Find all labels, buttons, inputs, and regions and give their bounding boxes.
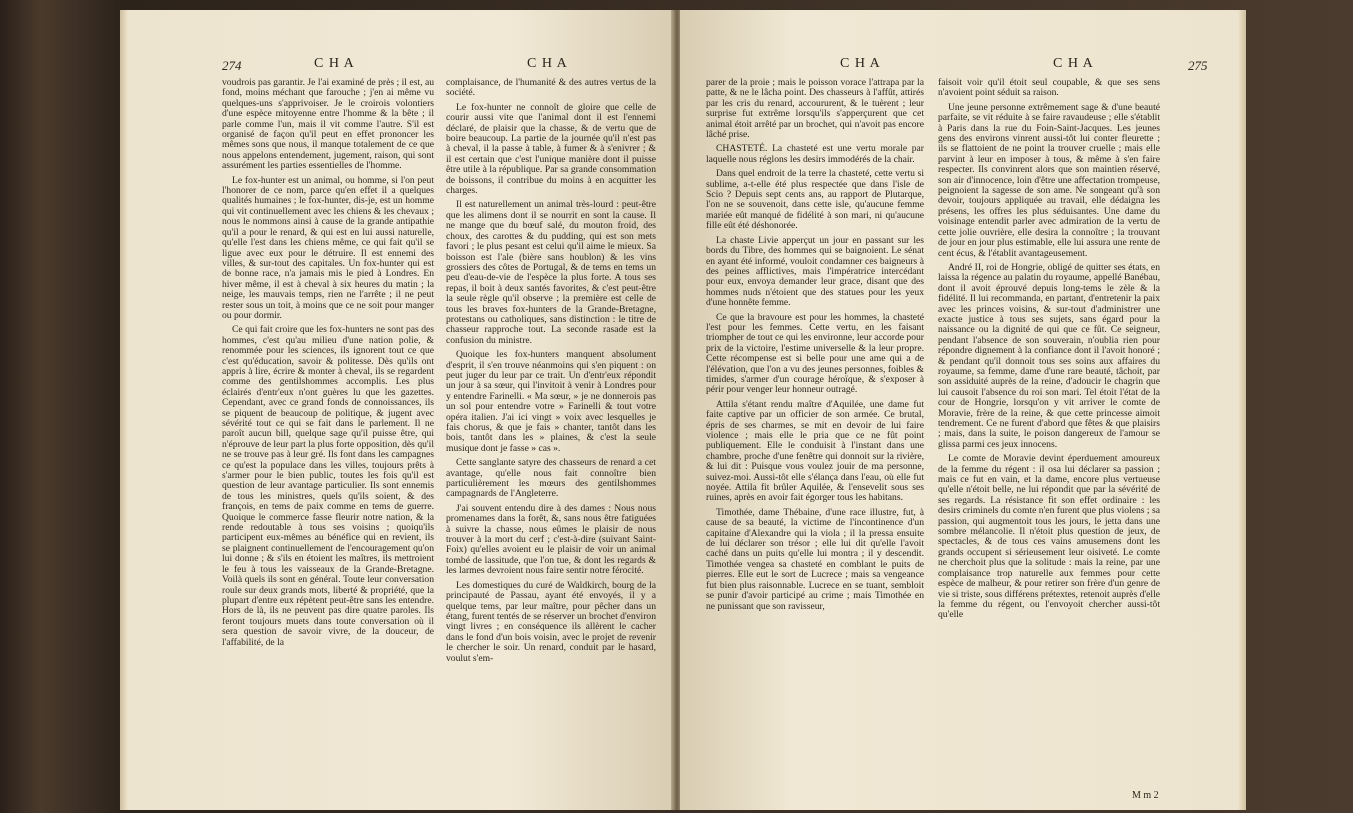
signature-mark: M m 2	[1132, 790, 1159, 801]
paragraph: La chaste Livie apperçut un jour en passant sur les bords du Tibre, des hommes qui se baignoient. Le sénat en ayant été informé, vouloit condamner ces baigneurs à des peines afflictives, mais l'impératrice intercédant pour eux, envoya demander leur grace, disant que des hommes nuds n'étoient que des statues pour les yeux d'une honnête femme.	[706, 234, 924, 309]
paragraph: Ce que la bravoure est pour les hommes, la chasteté l'est pour les femmes. Cette vertu, en les faisant triompher de tout ce qui les environne, leur accorde pour prix de la victoire, l'estime universelle & la leur propre. Cette récompense est si belle pour une ame qui a de l'élévation, que l'on a vu des jeunes personnes, foibles & timides, s'armer d'un courage héroïque, & s'exposer à périr pour venger leur honneur outragé.	[706, 311, 924, 396]
right-column-1	[706, 78, 924, 616]
left-page-edge	[120, 10, 128, 810]
paragraph: Attila s'étant rendu maître d'Aquilée, une dame fut faite captive par un officier de son armée. Ce brutal, épris de ses charmes, se mit en devoir de lui faire violence ; mais elle le pria que ce ne fût point publiquement. Elle le conduisit à l'instant dans une chambre, proche d'une fenêtre qui donnoit sur la rivière, & lui dit : Puisque vous voulez jouir de ma personne, suivez-moi. Aussi-tôt elle s'élança dans l'eau, où elle fut noyée. Attila fit brûler Aquilée, & l'ensevelit sous ses ruines, après en avoir fait égorger tous les habitans.	[706, 398, 924, 504]
paragraph: Timothée, dame Thébaine, d'une race illustre, fut, à cause de sa beauté, la victime de l'incontinence d'un capitaine d'Alexandre qui la viola ; il la pressa ensuite de lui déclarer son trésor ; elle lui dit qu'elle l'avoit caché dans un puits qu'elle lui montra ; il y descendit. Timothée vengea sa chasteté en comblant le puits de pierres. Elle eut le sort de Lucrece ; mais sa vengeance fut bien plus raisonnable. Lucrece en se tuant, sembloit se punir d'avoir participé au crime ; mais Timothée en ne punissant que son ravisseur,	[706, 506, 924, 612]
paragraph: Les domestiques du curé de Waldkirch, bourg de la principauté de Passau, ayant été envoyés, il y a quelque tems, par leur maître, pour pêcher dans un étang, furent tentés de se réserver un brochet d'environ vingt livres ; en conséquence ils allèrent le cacher dans le fond d'un bois voisin, avec le projet de revenir le chercher le soir. Un renard, conduit par le hasard, voulut s'em-	[446, 579, 656, 664]
paragraph: Le fox-hunter est un animal, ou homme, si l'on peut l'honorer de ce nom, parce qu'en effet il a quelques qualités humaines ; le fox-hunter, dis-je, est un homme qui vit continuellement avec les chiens & les chevaux ; nous le nommons ainsi à cause de la grande antipathie qu'il a pour le renard, & qui est en lui aussi naturelle, qu'elle l'est dans les chiens même, ce qui fait qu'il se ligue avec eux pour le détruire. Il est ennemi des villes, & sur-tout des capitales. Un fox-hunter qui est de bonne race, n'a jamais mis le pied à Londres. En hiver même, il est à cheval à six heures du matin ; la neige, les mauvais temps, rien ne l'arrête ; il ne peut rester sous un toit, à moins que ce ne soit pour manger ou pour dormir.	[222, 174, 434, 321]
right-page	[680, 10, 1240, 810]
paragraph: faisoit voir qu'il étoit seul coupable, & que ses sens n'avoient point séduit sa raison.	[938, 77, 1160, 99]
left-column-1	[222, 78, 434, 652]
paragraph: Dans quel endroit de la terre la chasteté, cette vertu si sublime, a-t-elle été plus respectée que dans l'isle de Scio ? Depuis sept cents ans, au rapport de Plutarque, l'on ne se souvenoit, dans cette isle, qu'aucune femme mariée eût manqué de fidélité à son mari, ni qu'aucune fille eût été déshonorée.	[706, 168, 924, 232]
left-header-1: C H A	[314, 56, 355, 71]
left-header-2: C H A	[527, 56, 568, 71]
right-column-2	[938, 78, 1160, 625]
left-page-number: 274	[222, 58, 242, 73]
paragraph: CHASTETÉ. La chasteté est une vertu morale par laquelle nous réglons les desirs immodérés de la chair.	[706, 143, 924, 165]
paragraph: voudrois pas garantir. Je l'ai examiné de près ; il est, au fond, moins méchant que farouche ; j'en ai même vu quelques-uns s'apprivoiser. Je le croirois volontiers d'une espèce mitoyenne entre l'homme & la bête ; il parle comme l'un, mais il vit comme l'autre. S'il est organisé de façon qu'il peut en effet prononcer les mêmes sons que nous, il manque totalement de ce que nous appelons entendement, jugement, raison, qui sont assurément les parties essentielles de l'homme.	[222, 77, 434, 172]
left-page	[128, 10, 673, 810]
paragraph: Le comte de Moravie devint éperduement amoureux de la femme du régent : il osa lui déclarer sa passion ; mais ce fut en vain, et la dame, encore plus vertueuse qu'elle n'étoit belle, ne lui répondit que par la sévérité de ses regards. La résistance fit son effet ordinaire : les desirs criminels du comte n'en furent que plus violens ; sa passion, qui augmentoit tous les jours, le jetta dans une sombre mélancolie. Il n'étoit plus question de jeux, de spectacles, & de tous ces vains amusemens dont les grands occupent si sérieusement leur oisiveté. Le comte ne cherchoit plus que la solitude : mais la reine, par une complaisance trop naturelle aux femmes pour cette espèce de malheur, & pour retirer son frère d'un genre de vie si triste, sous différens prétextes, retenoit auprès d'elle la femme du régent, ou l'envoyoit chercher aussi-tôt qu'elle	[938, 453, 1160, 621]
paragraph: complaisance, de l'humanité & des autres vertus de la société.	[446, 77, 656, 99]
paragraph: Une jeune personne extrêmement sage & d'une beauté parfaite, se vit réduite à se faire ravaudeuse ; elle s'établit à Paris dans la rue du Foin-Saint-Jacques. Les jeunes gens des environs vinrent aussi-tôt lui conter fleurette ; ils se flattoient de ne point la trouver cruelle ; mais elle parvint à leur en imposer à tous, & même à s'en faire respecter. Ils convinrent alors que son maintien réservé, son air d'innocence, loin d'être une affectation trompeuse, peignoient la sagesse de son ame. Ne songeant qu'à son devoir, toujours appliquée au travail, elle dédaigna les présens, les offres les plus séduisantes. Une dame du voisinage entendit parler avec admiration de la vertu de cette jolie ouvrière, elle desira la connoître ; la trouvant de jour en jour plus estimable, elle lui assura une rente de cent écus, & l'établit avantageusement.	[938, 101, 1160, 259]
right-page-edge	[1238, 10, 1246, 810]
left-column-2	[446, 78, 656, 668]
paragraph: Quoique les fox-hunters manquent absolument d'esprit, il s'en trouve néanmoins qui s'en piquent : on peut juger du leur par ce trait. Un d'entr'eux répondit un jour à sa sœur, qui l'invitoit à venir à Londres pour y entendre Farinelli. « Ma sœur, » je ne donnerois pas un sol pour entendre votre » Farinelli & tout votre opéra italien. J'ai ici vingt » voix avec lesquelles je fais chorus, & que je fais » chanter, tantôt dans les bois, tantôt dans les » plaines, & c'est la seule musique dont je fasse » cas ».	[446, 349, 656, 454]
right-header-1: C H A	[840, 56, 881, 71]
paragraph: André II, roi de Hongrie, obligé de quitter ses états, en laissa la régence au palatin du royaume, appellé Banébau, dont il avoit éprouvé depuis long-tems le zèle & la fidélité. Il lui recommanda, en partant, d'entretenir la paix avec les princes voisins, & sur-tout d'administrer une exacte justice à tous ses sujets, sans égard pour la naissance ou la dignité de qui que ce fût. Ce seigneur, pendant l'absence de son souverain, n'oublia rien pour répondre dignement à la confiance dont il l'avoit honoré ; & pendant qu'il donnoit tous ses soins aux affaires du royaume, sa femme, dame d'une rare beauté, tâchoit, par son assiduité auprès de la reine, d'adoucir le chagrin que lui causoit l'absence du roi son mari. Tel étoit l'état de la cour de Hongrie, lorsqu'on y vit arriver le comte de Moravie, frère de la reine, & que cette princesse aimoit tendrement. Ce ne furent d'abord que fêtes & que plaisirs ; mais, dans la suite, le poison dangereux de l'amour se glissa parmi ces jeux innocens.	[938, 261, 1160, 450]
paragraph: parer de la proie ; mais le poisson vorace l'attrapa par la patte, & ne le lâcha point. Des chasseurs à l'affût, attirés par les cris du renard, accoururent, & le tuèrent ; leur surprise fut extrême lorsqu'ils s'apperçurent que cet animal étoit arrêté par un brochet, qui n'avoit pas encore lâché prise.	[706, 77, 924, 141]
paragraph: Cette sanglante satyre des chasseurs de renard a cet avantage, qu'elle nous fait connoître bien particulièrement les mœurs des gentilshommes campagnards de l'Angleterre.	[446, 457, 656, 500]
right-header-2: C H A	[1053, 56, 1094, 71]
paragraph: J'ai souvent entendu dire à des dames : Nous nous promenames dans la forêt, &, sans nous être fatiguées à suivre la chasse, nous eûmes le plaisir de nous trouver à la mort du cerf ; c'est-à-dire (suivant Saint-Foix) qu'elles avoient eu le plaisir de voir un animal tombé de lassitude, que l'on tue, & dont les regards & les larmes devroient nous faire sentir notre férocité.	[446, 502, 656, 577]
paragraph: Le fox-hunter ne connoît de gloire que celle de courir aussi vite que l'animal dont il est l'ennemi déclaré, de plaisir que la chasse, & de vertu que de boire beaucoup. La partie de la journée qu'il n'est pas à cheval, il la passe à table, à fumer & à s'enivrer ; & il est certain que c'est l'unique manière dont il puisse être utile à la république. Par sa grande consommation de boissons, il contribue du moins à en acquitter les charges.	[446, 101, 656, 197]
paragraph: Ce qui fait croire que les fox-hunters ne sont pas des hommes, c'est qu'au milieu d'une nation polie, & renommée pour les sciences, ils ignorent tout ce que c'est qu'éducation, savoir & politesse. Dès qu'ils ont appris à lire, écrire & monter à cheval, ils se regardent comme des gentilshommes accomplis. Les plus éclairés d'entr'eux n'ont guères lu que les gazettes. Cependant, avec ce grand fonds de connoissances, ils se piquent de beaucoup de politique, & jugent avec sévérité tout ce qui se fait dans le parlement. Il ne paroît aucun bill, quelque sage qu'il puisse être, qui n'éprouve de leur part la plus forte opposition, dès qu'il ne se trouve pas à leur gré. Ils font dans les campagnes ce qu'est la populace dans les villes, toujours prêts à s'armer pour le bien public, toutes les fois qu'il est question de leur avantage particulier. Ils sont ennemis de tous les ministres, quels qu'ils soient, & des françois, en tems de paix comme en tems de guerre. Quoique le commerce fasse fleurir notre nation, & la rende redoutable à tous ses voisins ; quoiqu'ils participent eux-mêmes au bénéfice qui en revient, ils se plaignent continuellement de l'encouragement qu'on lui donne ; & s'ils en étoient les maîtres, ils mettroient le feu à tous les vaisseaux de la Grande-Bretagne. Voilà quels ils sont en général. Toute leur conversation roule sur deux grands mots, liberté & propriété, que la plupart d'entre eux répètent peut-être sans les entendre. Hors de là, ils ne peuvent pas dire quatre paroles. Ils feront toujours muets dans toute conversation où il sera question de savoir vivre, de la douceur, de l'affabilité, de la	[222, 324, 434, 648]
right-page-number: 275	[1188, 58, 1208, 73]
paragraph: Il est naturellement un animal très-lourd : peut-être que les alimens dont il se nourrit en sont la cause. Il ne mange que du bœuf salé, du mouton froid, des choux, des carottes & du pudding, qui est son mets favori ; le plus pesant est celui qu'il aime le mieux. Sa boisson est l'ale (bière sans houblon) & les vins grossiers des côtes de Portugal, & de tems en tems un peu d'eau-de-vie de l'espèce la plus forte. A tous ses repas, il boit à deux santés favorites, & c'est peut-être la seule règle qu'il observe ; la première est celle de tous les braves fox-hunters de la Grande-Bretagne, protestans ou catholiques, sans distinction : le titre de chasseur rapproche tout. La seconde rasade est la confusion du ministre.	[446, 199, 656, 346]
